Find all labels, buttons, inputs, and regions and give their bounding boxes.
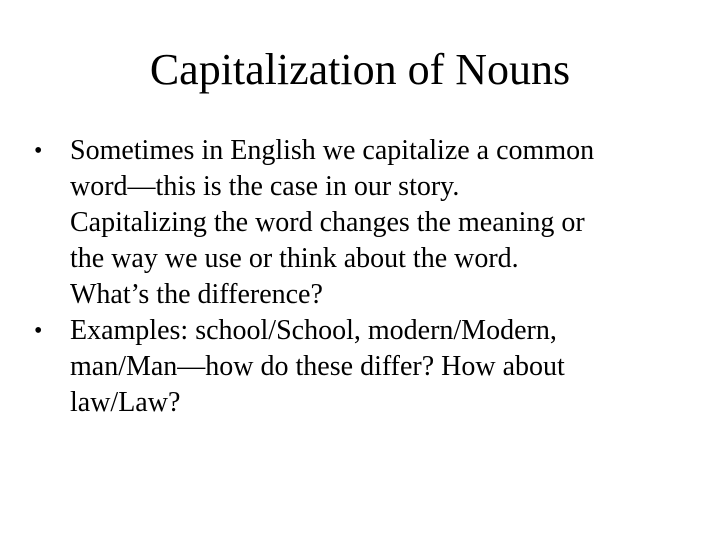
bullet-text: [70, 133, 678, 313]
bullet-item-1: [28, 133, 678, 313]
bullet-marker-icon: •: [34, 138, 43, 164]
bullet-list: [28, 133, 678, 421]
bullet-line: word—this is the case in our story.: [70, 171, 460, 202]
bullet-line: man/Man—how do these differ? How about: [70, 351, 565, 382]
bullet-line: Capitalizing the word changes the meaning or: [70, 207, 585, 238]
bullet-line: the way we use or think about the word.: [70, 243, 519, 274]
bullet-item-2: [28, 313, 678, 421]
bullet-line: Examples: school/School, modern/Modern,: [70, 315, 557, 346]
bullet-line: What’s the difference?: [70, 279, 323, 310]
bullet-line: law/Law?: [70, 387, 181, 418]
bullet-line: Sometimes in English we capitalize a common: [70, 135, 595, 166]
bullet-marker-icon: •: [34, 318, 43, 344]
bullet-text: [70, 313, 678, 421]
slide-title: Capitalization of Nouns: [149, 45, 571, 94]
